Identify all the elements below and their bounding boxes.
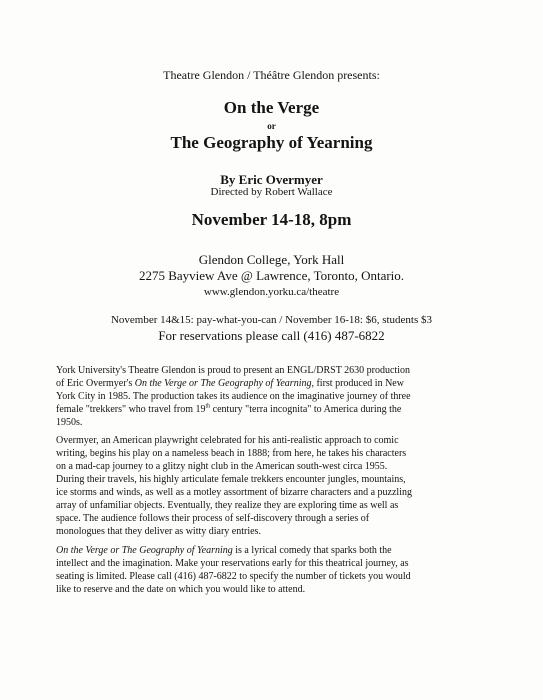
paragraph-line: Overmyer, an American playwright celebrated for his anti-realistic approach to comic — [56, 435, 399, 446]
paragraph-line: array of unfamiliar objects. Eventually, they realize they are exploring time as well as — [56, 500, 399, 511]
paragraph-line: like to reserve and the date on which you would like to attend. — [56, 584, 306, 595]
paragraph-line — [56, 544, 501, 557]
text-run: female "trekkers" who travel from 19 — [56, 404, 206, 415]
venue-name: Glendon College, York Hall — [198, 252, 345, 267]
paragraph-line: 1950s. — [56, 417, 83, 428]
text-run: century "terra incognita" to America during the — [210, 404, 402, 415]
description-paragraph-3 — [56, 544, 501, 596]
venue-address: 2275 Bayview Ave @ Lawrence, Toronto, Ontario. — [138, 268, 405, 283]
paragraph-line: writing, begins his play on a nameless beach in 1888; from here, he takes his characters — [56, 448, 407, 459]
event-dates: November 14-18, 8pm — [191, 210, 352, 229]
paragraph-line: space. The audience follows their process of self-discovery through a series of — [56, 513, 370, 524]
play-title-italic: On the Verge or The Geography of Yearning — [134, 378, 312, 389]
website-url: www.glendon.yorku.ca/theatre — [203, 286, 340, 298]
play-subtitle: The Geography of Yearning — [170, 133, 373, 152]
paragraph-line: seating is limited. Please call (416) 487-6822 to specify the number of tickets you would — [56, 571, 411, 582]
paragraph-line: monologues that they deliver as witty diary entries. — [56, 526, 261, 537]
paragraph-line: ice storms and winds, as well as a motley assortment of bizarre characters and a puzzling — [56, 487, 412, 498]
play-title: On the Verge — [223, 98, 320, 117]
paragraph-line: on a mad-cap journey to a glitzy night club in the American south-west circa 1955. — [56, 461, 388, 472]
presenter-line: Theatre Glendon / Théâtre Glendon presents: — [163, 68, 380, 82]
text-run: of Eric Overmyer's — [56, 378, 135, 389]
description-paragraph-1 — [56, 364, 501, 429]
pricing-info: November 14&15: pay-what-you-can / November 16-18: $6, students $3 — [110, 314, 433, 326]
play-title-italic: On the Verge or The Geography of Yearning — [56, 545, 233, 556]
author-line: By Eric Overmyer — [220, 172, 323, 187]
paragraph-line: intellect and the imagination. Make your reservations early for this theatrical journey, as — [56, 558, 409, 569]
reservation-line: For reservations please call (416) 487-6822 — [158, 328, 385, 343]
superscript: th — [205, 403, 211, 410]
paragraph-line: York University's Theatre Glendon is proud to present an ENGL/DRST 2630 production — [56, 365, 410, 376]
paragraph-line — [56, 377, 501, 390]
paragraph-line: During their travels, his highly articulate female trekkers encounter jungles, mountains, — [56, 474, 406, 485]
text-run: is a lyrical comedy that sparks both the — [232, 545, 392, 556]
text-run: , first produced in New — [311, 378, 404, 389]
director-line: Directed by Robert Wallace — [210, 186, 333, 198]
description-paragraph-2 — [56, 434, 501, 538]
title-or: or — [267, 121, 276, 131]
paragraph-line: York City in 1985. The production takes its audience on the imaginative journey of three — [56, 391, 411, 402]
paragraph-line — [56, 403, 501, 416]
